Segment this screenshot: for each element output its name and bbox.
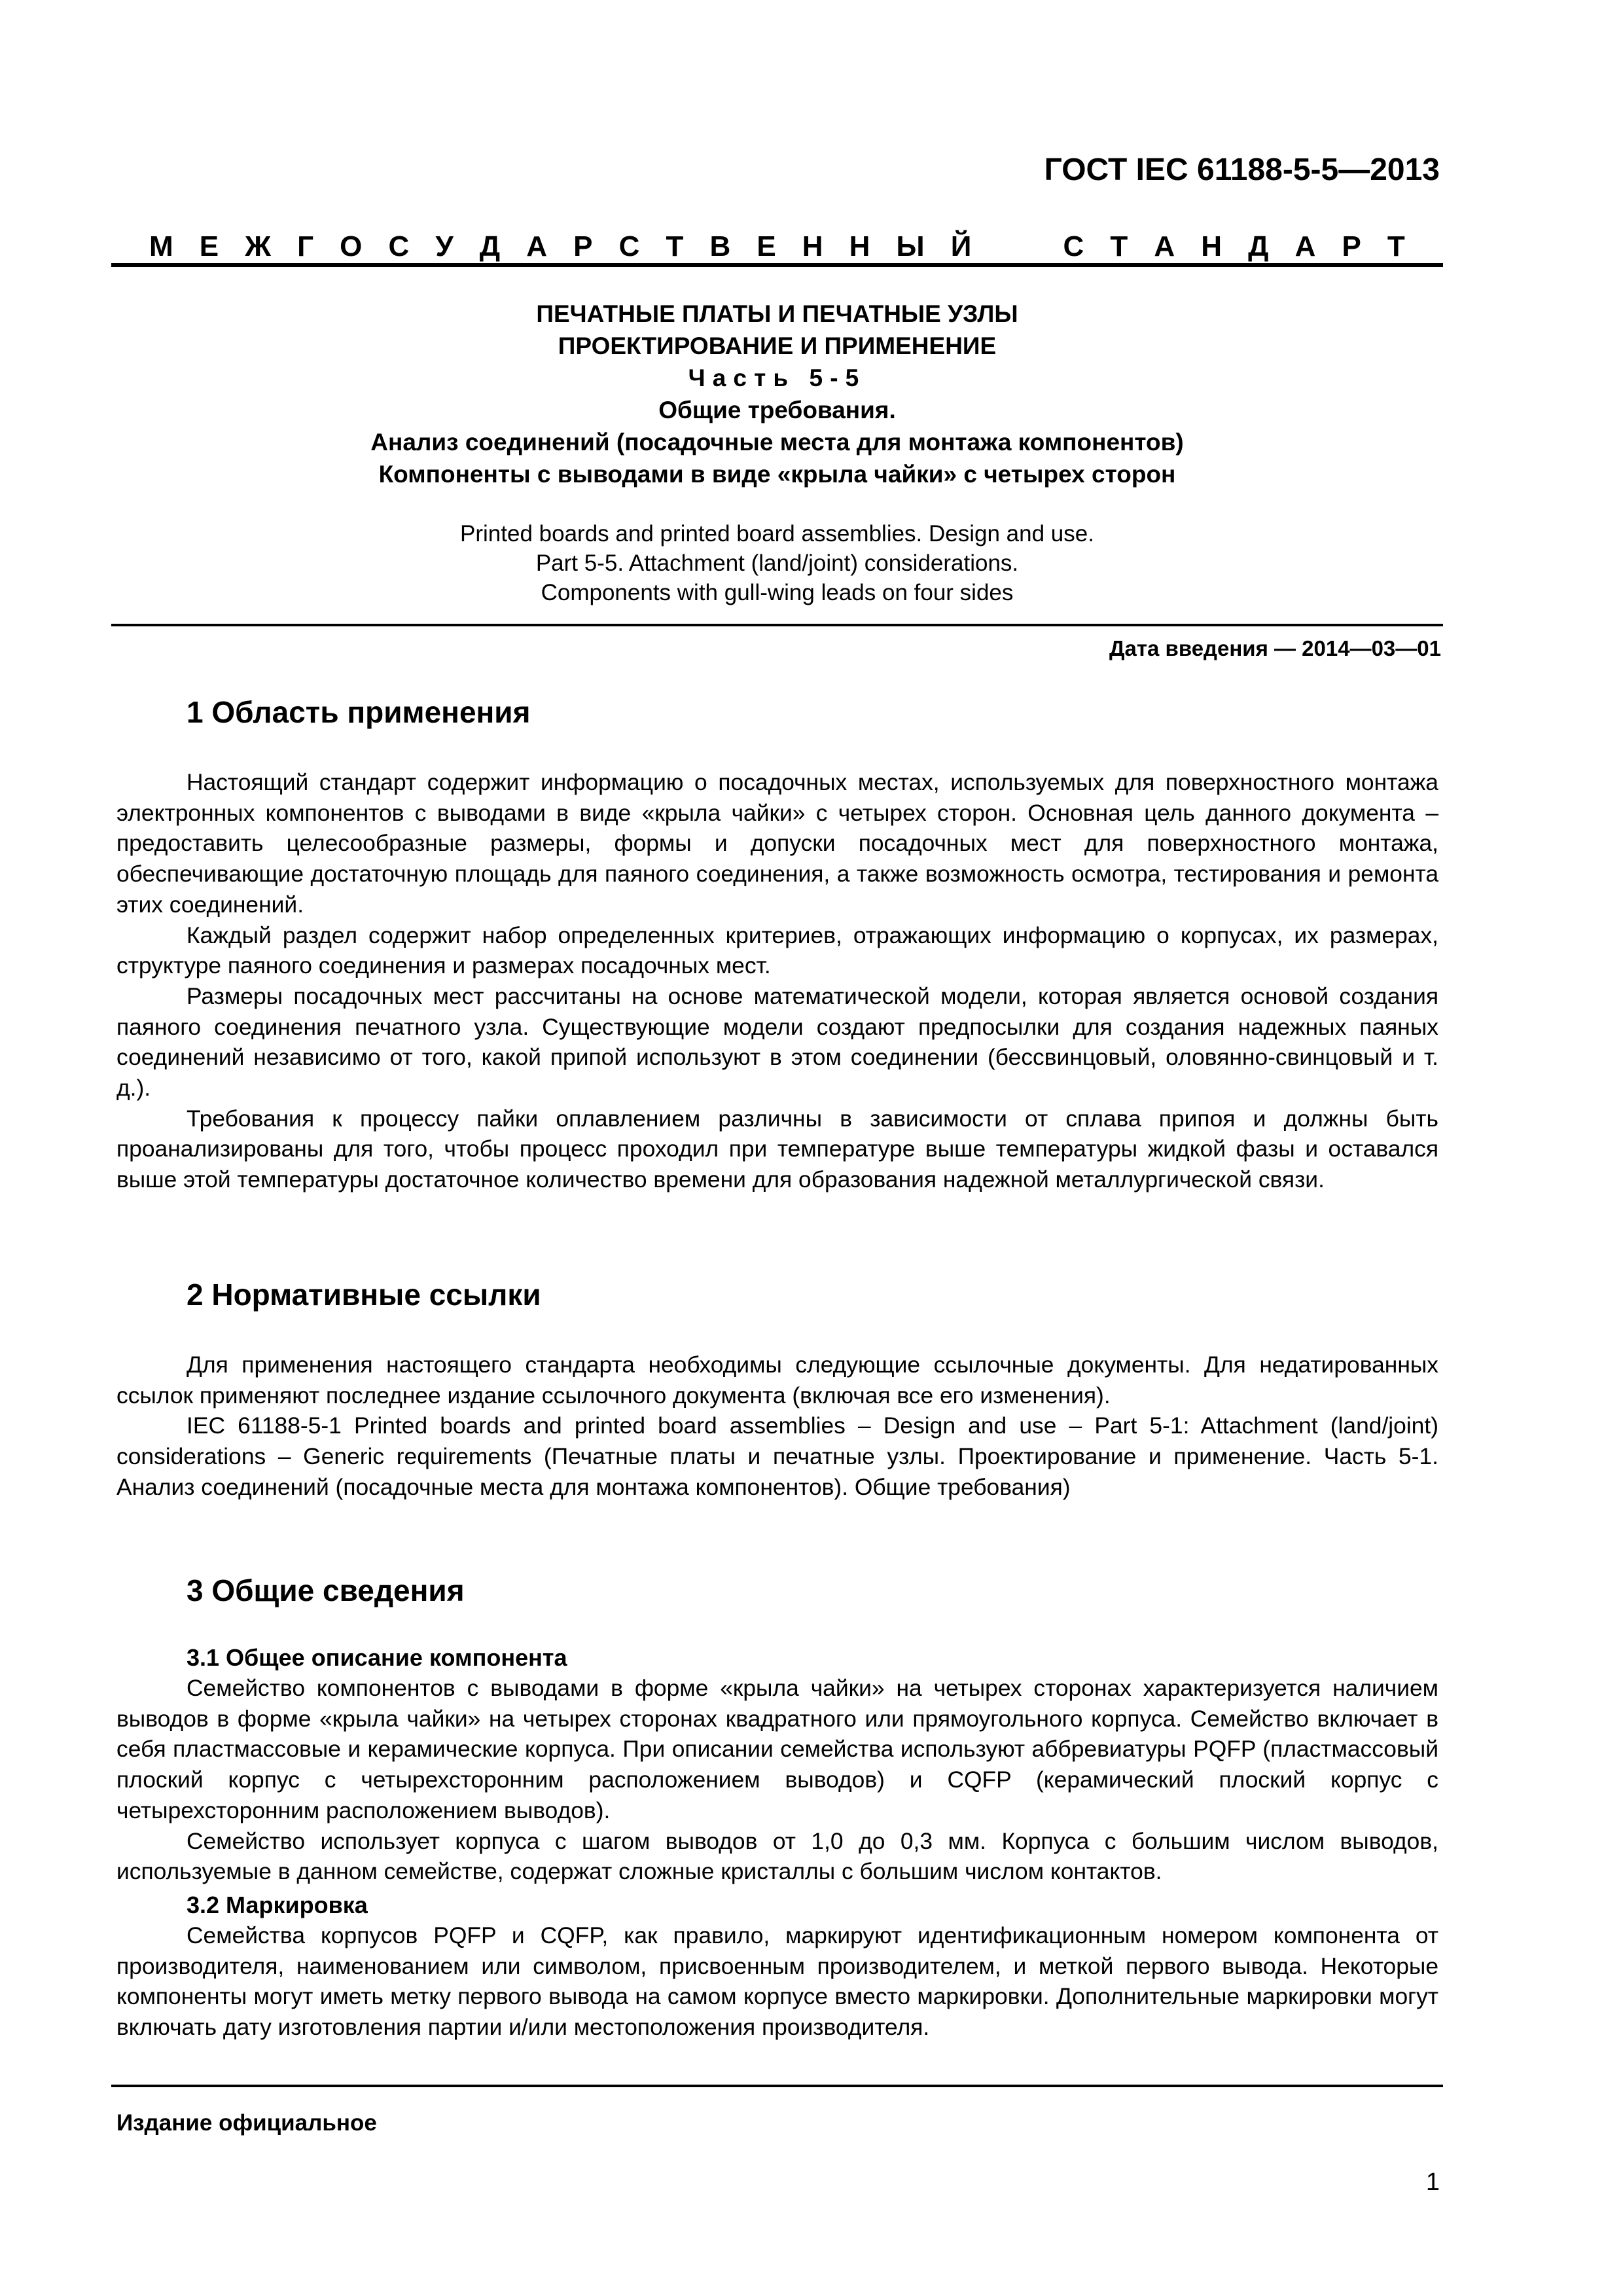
standard-type-letter: В: [709, 230, 731, 262]
standard-type-letter: Т: [1387, 230, 1405, 262]
paragraph: Для применения настоящего стандарта необходимы следующие ссылочные документы. Для недатированных ссылок применяют последнее издание ссылочного документа (включая все его изменения).: [116, 1352, 1438, 1408]
standard-type-letter: Е: [199, 230, 219, 262]
title-rule: [111, 624, 1443, 626]
title-line: Анализ соединений (посадочные места для монтажа компонентов): [370, 429, 1184, 456]
paragraph: Семейство компонентов с выводами в форме «крыла чайки» на четырех сторонах характеризуется наличием выводов в форме «крыла чайки» на четырех сторонах квадратного или прямоугольного корпуса. Семейство включает в себя пластмассовые и керамические корпуса. При описании семейства используют аббревиатуры PQFP (пластмассовый плоский корпус с четырехсторонним расположением выводов) и CQFP (керамический плоский корпус с четырехсторонним расположением выводов).: [116, 1675, 1438, 1823]
standard-type-letter: У: [435, 230, 454, 262]
subsection-3-2-heading: 3.2 Маркировка: [187, 1892, 368, 1918]
section-1-body: [116, 767, 1438, 1195]
standard-type-letter: Р: [573, 230, 593, 262]
standard-type-letter: С: [1063, 230, 1084, 262]
english-title-line: Printed boards and printed board assemblies. Design and use.: [460, 521, 1094, 547]
paragraph: Настоящий стандарт содержит информацию о посадочных местах, используемых для поверхностного монтажа электронных компонентов с выводами в виде «крыла чайки» с четырех сторон. Основная цель данного документа – предоставить целесообразные размеры, формы и допуски посадочных мест для поверхностного монтажа, обеспечивающие достаточную площадь для паяного соединения, а также возможность осмотра, тестирования и ремонта этих соединений.: [116, 769, 1438, 918]
introduction-date: Дата введения — 2014—03—01: [1109, 636, 1441, 660]
paragraph: Семейство использует корпуса с шагом выводов от 1,0 до 0,3 мм. Корпуса с большим числом выводов, используемые в данном семействе, содержат сложные кристаллы с большим числом контактов.: [116, 1827, 1438, 1885]
paragraph: IEC 61188-5-1 Printed boards and printed board assemblies – Design and use – Part 5-1: Attachment (land/joint) considerations – Generic requirements (Печатные платы и печатные узлы. Проектирование и применение. Часть 5-1. Анализ соединений (посадочные места для монтажа компонентов). Общие требования): [116, 1412, 1438, 1500]
subsection-3-1-heading: 3.1 Общее описание компонента: [187, 1644, 567, 1671]
paragraph: Требования к процессу пайки оплавлением различны в зависимости от сплава припоя и должны быть проанализированы для того, чтобы процесс проходил при температуре выше температуры жидкой фазы и оставался выше этой температуры достаточное количество времени для образования надежной металлургической связи.: [116, 1105, 1438, 1193]
title-line: ПРОЕКТИРОВАНИЕ И ПРИМЕНЕНИЕ: [558, 332, 997, 359]
standard-type-letter: М: [149, 230, 173, 262]
standard-type-letter: Д: [1248, 230, 1269, 262]
standard-type-letter: Р: [1342, 230, 1361, 262]
paragraph: Семейства корпусов PQFP и CQFP, как правило, маркируют идентификационным номером компонента от производителя, наименованием или символом, присвоенным производителем, и меткой первого вывода. Некоторые компоненты могут иметь метку первого вывода на самом корпусе вместо маркировки. Дополнительные маркировки могут включать дату изготовления партии и/или местоположения производителя.: [116, 1922, 1438, 2041]
standard-type-letter: Н: [802, 230, 823, 262]
standard-code: ГОСТ IEC 61188-5-5—2013: [1044, 152, 1440, 187]
standard-type-letter: А: [526, 230, 548, 262]
standard-type-letter: Й: [950, 230, 972, 262]
document-title: [111, 298, 1443, 490]
page-number: 1: [1425, 2168, 1440, 2196]
title-line: ПЕЧАТНЫЕ ПЛАТЫ И ПЕЧАТНЫЕ УЗЛЫ: [536, 300, 1018, 327]
section-2-heading: 2 Нормативные ссылки: [187, 1278, 541, 1312]
english-title-line: Components with gull-wing leads on four sides: [541, 580, 1014, 605]
standard-type-letter: Н: [1201, 230, 1222, 262]
header-rule: [111, 263, 1443, 267]
title-part-line: Часть 5-5: [688, 365, 866, 391]
standard-type-letter: С: [618, 230, 640, 262]
title-line: Компоненты с выводами в виде «крыла чайки» с четырех сторон: [378, 461, 1176, 488]
standard-type-letter: Ы: [896, 230, 925, 262]
standard-type-line: [111, 230, 1443, 263]
subsection-3-1-body: [116, 1673, 1438, 1887]
standard-type-letter: Д: [479, 230, 501, 262]
standard-type-letter: А: [1294, 230, 1316, 262]
title-line: Общие требования.: [658, 397, 896, 423]
subsection-3-2-body: [116, 1920, 1438, 2043]
paragraph: Размеры посадочных мест рассчитаны на основе математической модели, которая является основой создания паяного соединения печатного узла. Существующие модели создают предпосылки для создания надежных паяных соединений независимо от того, какой припой используют в этом соединении (бессвинцовый, оловянно-свинцовый и т. д.).: [116, 982, 1438, 1102]
standard-type-letter: Т: [1110, 230, 1128, 262]
section-2-body: [116, 1350, 1438, 1503]
standard-type-letter: Т: [666, 230, 684, 262]
section-3-heading: 3 Общие сведения: [187, 1573, 465, 1607]
standard-type-letter: С: [388, 230, 410, 262]
paragraph: Каждый раздел содержит набор определенных критериев, отражающих информацию о корпусах, их размерах, структуре паяного соединения и размерах посадочных мест.: [116, 922, 1438, 979]
standard-type-letter: О: [340, 230, 363, 262]
standard-type-letter: Н: [849, 230, 870, 262]
footer-rule: [111, 2085, 1443, 2087]
english-title: [111, 519, 1443, 607]
english-title-line: Part 5-5. Attachment (land/joint) considerations.: [535, 550, 1019, 576]
official-edition-label: Издание официальное: [116, 2110, 377, 2136]
standard-type-letter: Е: [757, 230, 776, 262]
standard-type-letter: Г: [297, 230, 314, 262]
section-1-heading: 1 Область применения: [187, 695, 531, 729]
standard-type-letter: А: [1154, 230, 1175, 262]
standard-type-letter: Ж: [245, 230, 271, 262]
